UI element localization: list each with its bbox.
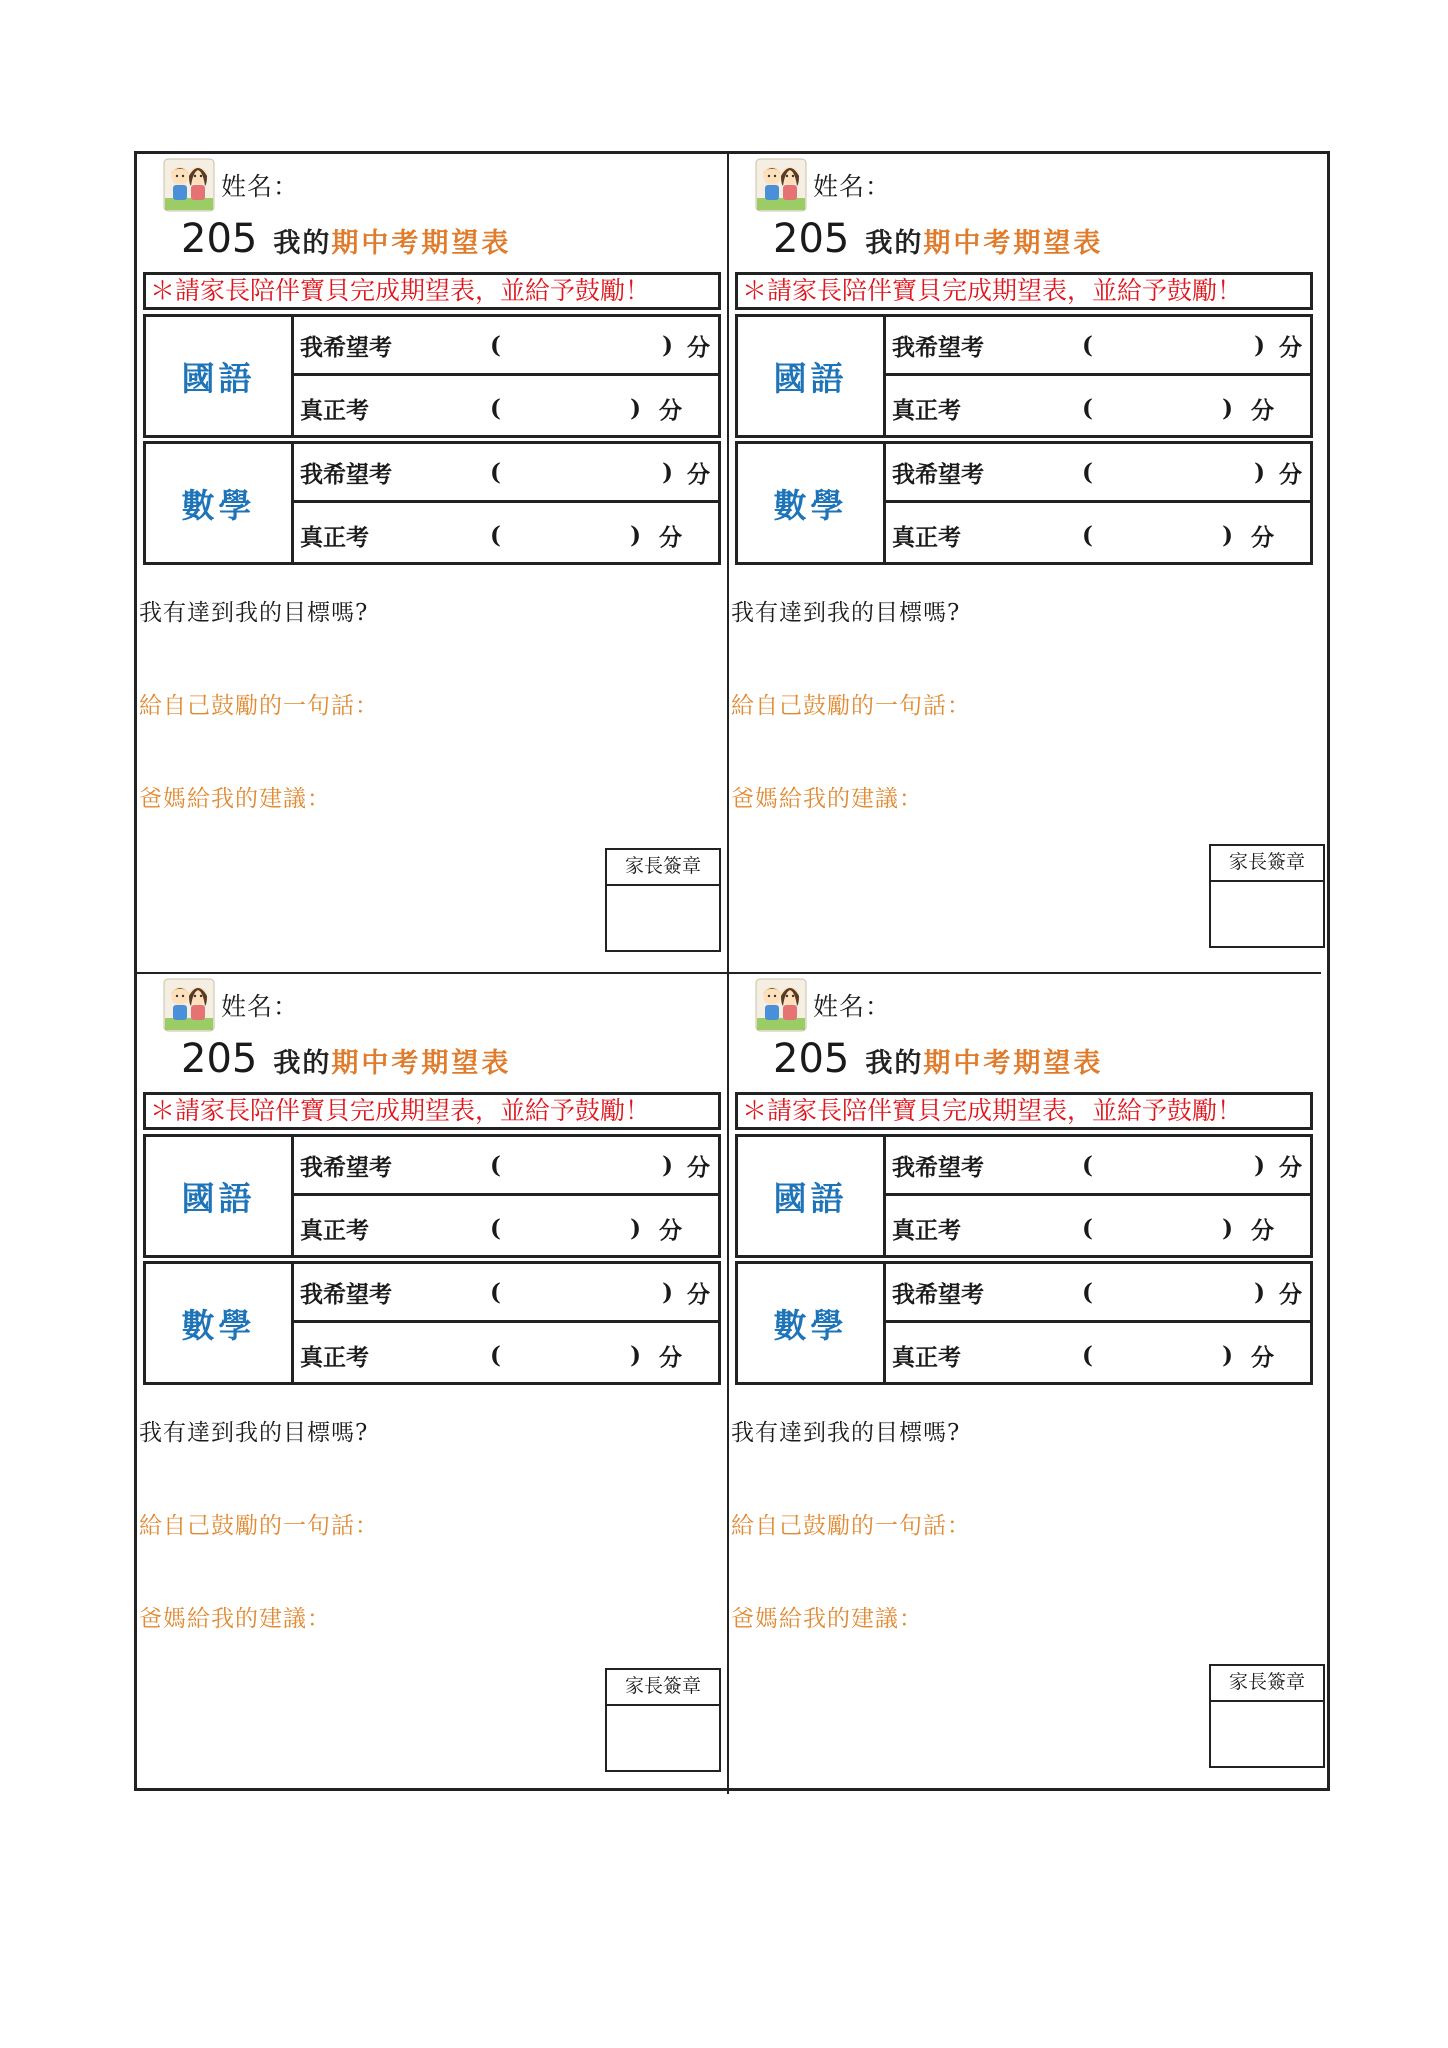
paren-open: ( bbox=[1082, 331, 1093, 359]
score-unit: 分 bbox=[1251, 1344, 1274, 1371]
subject-name: 國語 bbox=[738, 1137, 886, 1255]
score-label: 我希望考 bbox=[300, 1153, 392, 1181]
class-number: 205 bbox=[181, 216, 258, 262]
card-title bbox=[181, 216, 511, 262]
score-unit: 分 bbox=[1251, 524, 1274, 551]
title-main: 期中考期望表 bbox=[331, 1048, 512, 1079]
name-label: 姓名： bbox=[221, 992, 300, 1021]
parent-signature-box bbox=[1209, 844, 1325, 948]
class-number: 205 bbox=[773, 216, 850, 262]
question-encourage: 給自己鼓勵的一句話： bbox=[139, 1513, 379, 1539]
score-unit: 分 bbox=[1279, 1280, 1302, 1308]
paren-open: ( bbox=[1082, 522, 1093, 549]
paren-close: ) bbox=[1222, 522, 1233, 549]
paren-open: ( bbox=[1082, 458, 1093, 486]
paren-open: ( bbox=[490, 1278, 501, 1306]
signature-label: 家長簽章 bbox=[1211, 846, 1323, 882]
question-goal: 我有達到我的目標嗎? bbox=[731, 1420, 961, 1446]
score-label: 真正考 bbox=[300, 1217, 369, 1244]
paren-close: ) bbox=[1254, 1151, 1265, 1179]
score-row-actual bbox=[294, 1199, 718, 1258]
title-main: 期中考期望表 bbox=[923, 1048, 1104, 1079]
score-label: 我希望考 bbox=[892, 1153, 984, 1181]
card-title bbox=[773, 216, 1103, 262]
score-label: 我希望考 bbox=[892, 333, 984, 361]
paren-close: ) bbox=[1254, 331, 1265, 359]
score-unit: 分 bbox=[1279, 460, 1302, 488]
name-row bbox=[163, 976, 299, 1034]
paren-open: ( bbox=[1082, 1278, 1093, 1306]
score-row-actual bbox=[886, 506, 1310, 565]
score-row-expected bbox=[886, 444, 1310, 503]
score-row-expected bbox=[886, 1137, 1310, 1196]
score-row-expected bbox=[294, 317, 718, 376]
question-goal: 我有達到我的目標嗎? bbox=[139, 1420, 369, 1446]
signature-label: 家長簽章 bbox=[1211, 1666, 1323, 1702]
card-title bbox=[773, 1036, 1103, 1082]
title-prefix: 我的 bbox=[273, 228, 332, 259]
title-main: 期中考期望表 bbox=[923, 228, 1104, 259]
score-unit: 分 bbox=[659, 397, 682, 424]
subject-block-math bbox=[143, 441, 721, 565]
score-unit: 分 bbox=[1251, 397, 1274, 424]
subject-block-math bbox=[735, 441, 1313, 565]
score-row-expected bbox=[294, 1264, 718, 1323]
score-label: 真正考 bbox=[300, 397, 369, 424]
score-row-actual bbox=[886, 1199, 1310, 1258]
question-parent: 爸媽給我的建議： bbox=[139, 786, 331, 812]
question-goal: 我有達到我的目標嗎? bbox=[139, 600, 369, 626]
score-row-actual bbox=[886, 1326, 1310, 1385]
subject-name: 數學 bbox=[738, 1264, 886, 1382]
score-label: 真正考 bbox=[892, 397, 961, 424]
score-label: 真正考 bbox=[300, 524, 369, 551]
question-parent: 爸媽給我的建議： bbox=[139, 1606, 331, 1632]
score-row-expected bbox=[886, 1264, 1310, 1323]
name-row bbox=[755, 156, 891, 214]
score-unit: 分 bbox=[687, 333, 710, 361]
parent-signature-box bbox=[605, 848, 721, 952]
score-row-expected bbox=[294, 1137, 718, 1196]
expectation-card bbox=[729, 974, 1321, 1794]
paren-close: ) bbox=[1222, 1342, 1233, 1369]
title-prefix: 我的 bbox=[865, 1048, 924, 1079]
question-encourage: 給自己鼓勵的一句話： bbox=[731, 1513, 971, 1539]
paren-open: ( bbox=[1082, 1342, 1093, 1369]
parent-signature-box bbox=[1209, 1664, 1325, 1768]
name-row bbox=[755, 976, 891, 1034]
paren-close: ) bbox=[1222, 395, 1233, 422]
score-label: 我希望考 bbox=[892, 460, 984, 488]
class-number: 205 bbox=[181, 1036, 258, 1082]
name-label: 姓名： bbox=[813, 172, 892, 201]
expectation-card bbox=[137, 974, 729, 1794]
children-avatar-icon bbox=[755, 158, 807, 212]
paren-open: ( bbox=[1082, 1215, 1093, 1242]
score-label: 真正考 bbox=[892, 1344, 961, 1371]
parent-notice: ＊請家長陪伴寶貝完成期望表，並給予鼓勵！ bbox=[735, 272, 1313, 310]
score-unit: 分 bbox=[687, 1153, 710, 1181]
subject-name: 國語 bbox=[146, 317, 294, 435]
paren-close: ) bbox=[630, 395, 641, 422]
paren-open: ( bbox=[490, 1151, 501, 1179]
paren-open: ( bbox=[490, 458, 501, 486]
subject-name: 數學 bbox=[146, 444, 294, 562]
score-label: 我希望考 bbox=[300, 1280, 392, 1308]
subject-name: 數學 bbox=[146, 1264, 294, 1382]
score-row-actual bbox=[294, 1326, 718, 1385]
parent-notice: ＊請家長陪伴寶貝完成期望表，並給予鼓勵！ bbox=[143, 1092, 721, 1130]
paren-close: ) bbox=[630, 522, 641, 549]
parent-notice: ＊請家長陪伴寶貝完成期望表，並給予鼓勵！ bbox=[735, 1092, 1313, 1130]
class-number: 205 bbox=[773, 1036, 850, 1082]
paren-close: ) bbox=[662, 331, 673, 359]
score-row-expected bbox=[886, 317, 1310, 376]
signature-label: 家長簽章 bbox=[607, 1670, 719, 1706]
paren-close: ) bbox=[662, 458, 673, 486]
title-prefix: 我的 bbox=[273, 1048, 332, 1079]
title-prefix: 我的 bbox=[865, 228, 924, 259]
subject-name: 數學 bbox=[738, 444, 886, 562]
score-row-actual bbox=[886, 379, 1310, 438]
paren-close: ) bbox=[662, 1278, 673, 1306]
parent-signature-box bbox=[605, 1668, 721, 1772]
subject-block-chinese bbox=[735, 314, 1313, 438]
score-label: 真正考 bbox=[892, 524, 961, 551]
name-label: 姓名： bbox=[813, 992, 892, 1021]
score-unit: 分 bbox=[1279, 1153, 1302, 1181]
score-unit: 分 bbox=[659, 1344, 682, 1371]
question-parent: 爸媽給我的建議： bbox=[731, 1606, 923, 1632]
subject-block-math bbox=[735, 1261, 1313, 1385]
score-label: 我希望考 bbox=[300, 333, 392, 361]
paren-close: ) bbox=[1222, 1215, 1233, 1242]
score-label: 我希望考 bbox=[892, 1280, 984, 1308]
name-label: 姓名： bbox=[221, 172, 300, 201]
card-title bbox=[181, 1036, 511, 1082]
paren-open: ( bbox=[490, 522, 501, 549]
question-encourage: 給自己鼓勵的一句話： bbox=[731, 693, 971, 719]
paren-close: ) bbox=[662, 1151, 673, 1179]
paren-open: ( bbox=[490, 1342, 501, 1369]
score-unit: 分 bbox=[1251, 1217, 1274, 1244]
expectation-card bbox=[137, 154, 729, 974]
subject-block-chinese bbox=[143, 314, 721, 438]
expectation-card bbox=[729, 154, 1321, 974]
signature-label: 家長簽章 bbox=[607, 850, 719, 886]
score-row-actual bbox=[294, 379, 718, 438]
children-avatar-icon bbox=[755, 978, 807, 1032]
score-unit: 分 bbox=[659, 524, 682, 551]
paren-close: ) bbox=[630, 1215, 641, 1242]
parent-notice: ＊請家長陪伴寶貝完成期望表，並給予鼓勵！ bbox=[143, 272, 721, 310]
subject-name: 國語 bbox=[738, 317, 886, 435]
paren-open: ( bbox=[490, 331, 501, 359]
paren-close: ) bbox=[1254, 1278, 1265, 1306]
children-avatar-icon bbox=[163, 978, 215, 1032]
expectation-sheet bbox=[134, 151, 1330, 1791]
score-unit: 分 bbox=[1279, 333, 1302, 361]
score-row-expected bbox=[294, 444, 718, 503]
paren-close: ) bbox=[630, 1342, 641, 1369]
paren-close: ) bbox=[1254, 458, 1265, 486]
score-unit: 分 bbox=[687, 460, 710, 488]
score-unit: 分 bbox=[687, 1280, 710, 1308]
subject-block-chinese bbox=[143, 1134, 721, 1258]
title-main: 期中考期望表 bbox=[331, 228, 512, 259]
subject-name: 國語 bbox=[146, 1137, 294, 1255]
paren-open: ( bbox=[1082, 1151, 1093, 1179]
score-label: 真正考 bbox=[300, 1344, 369, 1371]
paren-open: ( bbox=[490, 1215, 501, 1242]
subject-block-math bbox=[143, 1261, 721, 1385]
paren-open: ( bbox=[1082, 395, 1093, 422]
children-avatar-icon bbox=[163, 158, 215, 212]
name-row bbox=[163, 156, 299, 214]
score-row-actual bbox=[294, 506, 718, 565]
score-label: 我希望考 bbox=[300, 460, 392, 488]
paren-open: ( bbox=[490, 395, 501, 422]
question-parent: 爸媽給我的建議： bbox=[731, 786, 923, 812]
score-unit: 分 bbox=[659, 1217, 682, 1244]
subject-block-chinese bbox=[735, 1134, 1313, 1258]
score-label: 真正考 bbox=[892, 1217, 961, 1244]
question-encourage: 給自己鼓勵的一句話： bbox=[139, 693, 379, 719]
question-goal: 我有達到我的目標嗎? bbox=[731, 600, 961, 626]
